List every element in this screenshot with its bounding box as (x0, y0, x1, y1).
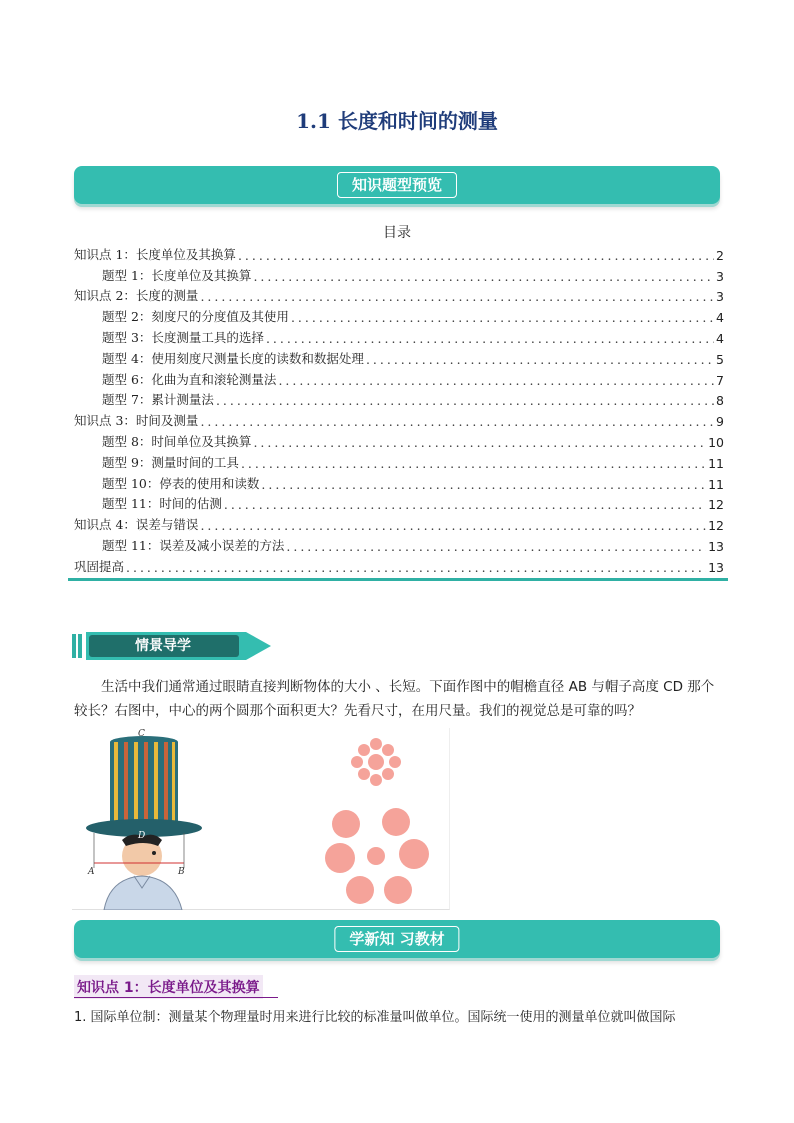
toc-entry[interactable] (74, 325, 724, 346)
toc-entry[interactable] (74, 367, 724, 388)
toc-leader-dots (200, 414, 714, 429)
divider (68, 578, 728, 581)
toc-entry-text: 知识点 1：长度单位及其换算 (74, 246, 236, 262)
toc-leader-dots (253, 435, 706, 450)
toc-entry-text: 题型 7：累计测量法 (102, 392, 214, 408)
toc-entry-page: 12 (708, 497, 724, 513)
learn-banner-label: 学新知 习教材 (334, 926, 459, 952)
learn-banner (74, 920, 720, 958)
toc-entry-page: 4 (716, 310, 724, 326)
toc-leader-dots (126, 560, 706, 575)
toc-entry-text: 题型 3：长度测量工具的选择 (102, 329, 264, 345)
toc-entry[interactable] (74, 242, 724, 263)
toc-leader-dots (286, 539, 706, 554)
table-of-contents (74, 242, 724, 575)
toc-entry-text: 知识点 2：长度的测量 (74, 288, 199, 304)
hat-illusion-figure (74, 728, 274, 910)
toc-entry-text: 题型 9：测量时间的工具 (102, 454, 239, 470)
preview-banner-label: 知识题型预览 (337, 172, 457, 198)
toc-entry-text: 巩固提高 (74, 558, 125, 574)
scene-section-label: 情景导学 (135, 638, 191, 654)
toc-entry-page: 8 (716, 393, 724, 409)
toc-leader-dots (266, 331, 714, 346)
tab-stripe (78, 634, 82, 658)
toc-leader-dots (238, 248, 714, 263)
toc-entry-page: 3 (716, 289, 724, 305)
label-b: B (178, 867, 185, 877)
toc-leader-dots (224, 497, 706, 512)
toc-entry[interactable] (74, 284, 724, 305)
knowledge-text-line: 1. 国际单位制：测量某个物理量时用来进行比较的标准量叫做单位。国际统一使用的测量单位就叫做国际 (74, 1010, 676, 1025)
toc-entry-text: 题型 1：长度单位及其换算 (102, 267, 252, 283)
toc-entry-text: 题型 8：时间单位及其换算 (102, 433, 252, 449)
toc-entry-page: 9 (716, 414, 724, 430)
toc-entry-page: 2 (716, 247, 724, 263)
toc-entry-page: 4 (716, 330, 724, 346)
toc-entry[interactable] (74, 450, 724, 471)
toc-entry-page: 11 (708, 455, 724, 471)
toc-entry-text: 题型 2：刻度尺的分度值及其使用 (102, 309, 289, 325)
toc-entry[interactable] (74, 408, 724, 429)
toc-entry[interactable] (74, 533, 724, 554)
toc-leader-dots (366, 352, 714, 367)
toc-entry[interactable] (74, 471, 724, 492)
toc-entry[interactable] (74, 263, 724, 284)
toc-entry-text: 题型 6：化曲为直和滚轮测量法 (102, 371, 277, 387)
scene-section-tab (72, 632, 232, 660)
toc-entry-page: 5 (716, 351, 724, 367)
heading-underline (74, 997, 278, 998)
small-surround-circles (351, 738, 401, 786)
toc-entry[interactable] (74, 429, 724, 450)
toc-entry-page: 10 (708, 434, 724, 450)
toc-leader-dots (291, 310, 714, 325)
toc-entry[interactable] (74, 554, 724, 575)
toc-leader-dots (200, 289, 714, 304)
toc-entry-page: 13 (708, 559, 724, 575)
toc-entry[interactable] (74, 388, 724, 409)
toc-entry-text: 题型 11：时间的估测 (102, 496, 222, 512)
toc-entry[interactable] (74, 346, 724, 367)
toc-entry-page: 13 (708, 538, 724, 554)
toc-entry-text: 题型 10：停表的使用和读数 (102, 475, 260, 491)
tab-stripe (72, 634, 76, 658)
preview-banner (74, 166, 720, 204)
label-d: D (138, 831, 146, 841)
toc-entry[interactable] (74, 492, 724, 513)
large-surround-circles (325, 808, 429, 904)
toc-leader-dots (241, 456, 706, 471)
toc-entry-text: 知识点 4：误差与错误 (74, 517, 199, 533)
page-title: 1.1 长度和时间的测量 (296, 109, 498, 133)
toc-entry-text: 题型 4：使用刻度尺测量长度的读数和数据处理 (102, 350, 364, 366)
scene-paragraph: 生活中我们通常通过眼睛直接判断物体的大小 、长短。下面作图中的帽檐直径 AB 与帽子高度 CD 那个较长？右图中，中心的两个圆那个面积更大？先看尺寸，在用尺量。我们的视觉总是可靠的吗？ (74, 679, 715, 719)
toc-leader-dots (278, 373, 714, 388)
toc-leader-dots (200, 518, 706, 533)
toc-entry-page: 7 (716, 372, 724, 388)
toc-leader-dots (253, 269, 714, 284)
toc-entry[interactable] (74, 512, 724, 533)
knowledge-point-heading: 知识点 1：长度单位及其换算 (74, 975, 263, 999)
toc-leader-dots (261, 477, 706, 492)
toc-entry-page: 3 (716, 268, 724, 284)
label-c: C (138, 729, 145, 739)
toc-entry-text: 知识点 3：时间及测量 (74, 413, 199, 429)
label-a: A (88, 867, 95, 877)
circle-illusion-figure (280, 728, 448, 910)
toc-leader-dots (216, 393, 714, 408)
toc-entry-page: 12 (708, 518, 724, 534)
toc-heading: 目录 (383, 225, 411, 241)
toc-entry-text: 题型 11：误差及减小误差的方法 (102, 537, 285, 553)
toc-entry-page: 11 (708, 476, 724, 492)
toc-entry[interactable] (74, 304, 724, 325)
